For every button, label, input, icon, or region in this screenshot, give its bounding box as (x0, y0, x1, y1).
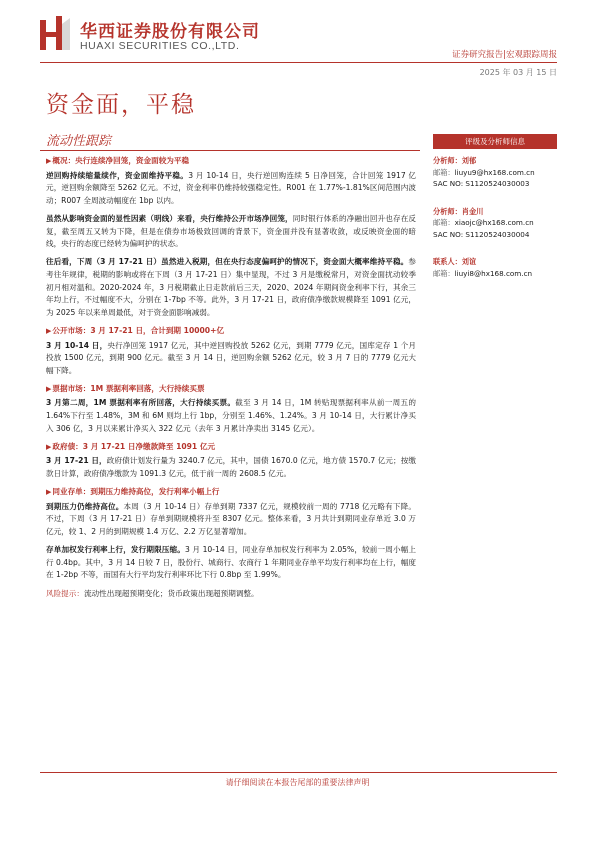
paragraph: 存单加权发行利率上行，发行期限压缩。3 月 10-14 日，同业存单加权发行利率为 2.05%，较前一周小幅上行 0.4bp。其中，3 月 14 日较 7 日，股份行、城商行、农商行 1 年期同业存单平均发行利率均在上行，幅度在 1-2bp 不等，而国有大行平均发行利率环比下行 0.8bp 至 1.99%。 (46, 545, 416, 580)
analyst-email[interactable]: xiaojc@hx168.com.cn (454, 218, 534, 227)
company-name-cn: 华西证券股份有限公司 (80, 22, 260, 42)
paragraph: 3 月 10-14 日，央行净回笼 1917 亿元，其中逆回购投放 5262 亿元，到期 7779 亿元，国库定存 1 个月投放 1500 亿元，到期 900 亿元。截至 3 月 14 日，逆回购余额 5262 亿元，较 3 月 7 日的 7779 亿元大幅下降。 (46, 340, 416, 375)
report-subtitle: 流动性跟踪 (46, 134, 112, 149)
triangle-right-icon: ▶ (46, 157, 52, 165)
report-type: 证券研究报告|宏观跟踪周报 (452, 50, 557, 60)
section-heading-open-market: ▶公开市场：3 月 17-21 日，合计到期 10000+亿 (46, 325, 225, 335)
analyst-sac: SAC NO: S1120524030003 (433, 179, 530, 188)
footer-divider (40, 772, 557, 773)
paragraph: 3 月第二周，1M 票据利率有所回落，大行持续买票。截至 3 月 14 日，1M 转贴现票据利率从前一周五的 1.64%下行至 1.48%，3M 和 6M 则均上行 1bp，分别至 1.46%、1.24%。3 月 10-14 日，大行累计净买入 306 亿，3 月以来累计净买入 322 亿元（去年 3 月累计净卖出 3145 亿元）。 (46, 398, 416, 433)
paragraph: 到期压力仍维持高位。本周（3 月 10-14 日）存单到期 7337 亿元，规模较前一周的 7718 亿元略有下降。不过，下周（3 月 17-21 日）存单到期规模将升至 8307 亿元。整体来看，3 月共计到期同业存单近 3.0 万亿元，较 1、2 月的到期规模 1.4 万亿、2.2 万亿显著增加。 (46, 501, 416, 536)
contact-name: 联系人：刘谊 (433, 257, 477, 266)
paragraph: 3 月 17-21 日，政府债计划发行量为 3240.7 亿元，其中，国债 1670.0 亿元，地方债 1570.7 亿元；按缴款日计算，政府债净缴款为 1091.3 亿元，低于前一周的 2608.5 亿元。 (46, 456, 416, 479)
analyst-email[interactable]: liuyu9@hx168.com.cn (454, 167, 535, 177)
sidebar-header: 评级及分析师信息 (433, 134, 557, 149)
risk-warning: 风险提示：流动性出现超预期变化；货币政策出现超预期调整。 (46, 588, 259, 598)
section-heading-ncd: ▶同业存单：到期压力维持高位，发行利率小幅上行 (46, 487, 220, 497)
section-heading-summary: ▶概况：央行连续净回笼，资金面较为平稳 (46, 156, 190, 165)
triangle-right-icon: ▶ (46, 326, 52, 335)
paragraph: 往后看，下周（3 月 17-21 日）虽然进入税期，但在央行态度偏呵护的情况下，资金面大概率维持平稳。参考往年规律，税期的影响或将在下周（3 月 17-21 日）集中显现，不过 3 月是缴税常月，对资金面扰动较季初月相对温和。2020-2024 年，3 月税期截止日走款前后三天，2020、2024 年期间资金利率下行，其余三年均上行，不过幅度不大，分别在 1-7bp 不等。此外，3 月 17-21 日，政府债净缴款规模降至 1091 亿元，为 2025 年以来单周最低，对于资金面影响减弱。 (46, 257, 416, 317)
analyst-sac: SAC NO: S1120524030004 (433, 229, 530, 239)
main-content (46, 155, 416, 606)
triangle-right-icon: ▶ (46, 488, 52, 497)
triangle-right-icon: ▶ (46, 384, 52, 393)
company-name-en: HUAXI SECURITIES CO.,LTD. (80, 40, 240, 52)
analyst-sidebar (433, 134, 557, 279)
paragraph: 虽然从影响资金面的显性因素（明线）来看，央行维持公开市场净回笼，同时银行体系的净融出回升也存在反复，截至周五又转为下降，但是在债券市场极致回调的背景下，资金面并没有显著收敛，或反映资金面的暗线，央行的态度已经转为偏呵护的状态。 (46, 213, 417, 249)
report-title: 资金面，平稳 (46, 92, 196, 118)
subtitle-divider (40, 150, 420, 151)
analyst-name: 分析师：肖金川 (433, 206, 484, 216)
analyst-card (433, 206, 557, 241)
analyst-card (433, 155, 557, 190)
contact-email[interactable]: liuyi8@hx168.com.cn (454, 268, 533, 278)
legal-disclaimer: 请仔细阅读在本报告尾部的重要法律声明 (225, 778, 370, 787)
section-heading-bill-market: ▶票据市场：1M 票据利率回落，大行持续买票 (46, 383, 205, 393)
analyst-card (433, 256, 557, 279)
email-label: 邮箱： (433, 218, 455, 227)
report-date: 2025 年 03 月 15 日 (479, 68, 557, 77)
email-label: 邮箱： (433, 268, 455, 278)
paragraph: 逆回购持续缩量续作，资金面维持平稳。3 月 10-14 日，央行逆回购连续 5 日净回笼，合计回笼 1917 亿元，逆回购余额降至 5262 亿元。不过，资金利率仍维持较强稳定性。R001 在 1.77%-1.81%区间范围内波动；R007 全周波动幅度在 1bp 以内。 (46, 170, 416, 205)
analyst-name: 分析师：刘郁 (433, 156, 477, 165)
email-label: 邮箱： (433, 167, 455, 177)
header-divider (40, 62, 557, 63)
triangle-right-icon: ▶ (46, 442, 52, 451)
huaxi-logo-mark (40, 16, 70, 50)
section-heading-government-bonds: ▶政府债：3 月 17-21 日净缴款降至 1091 亿元 (46, 441, 216, 451)
